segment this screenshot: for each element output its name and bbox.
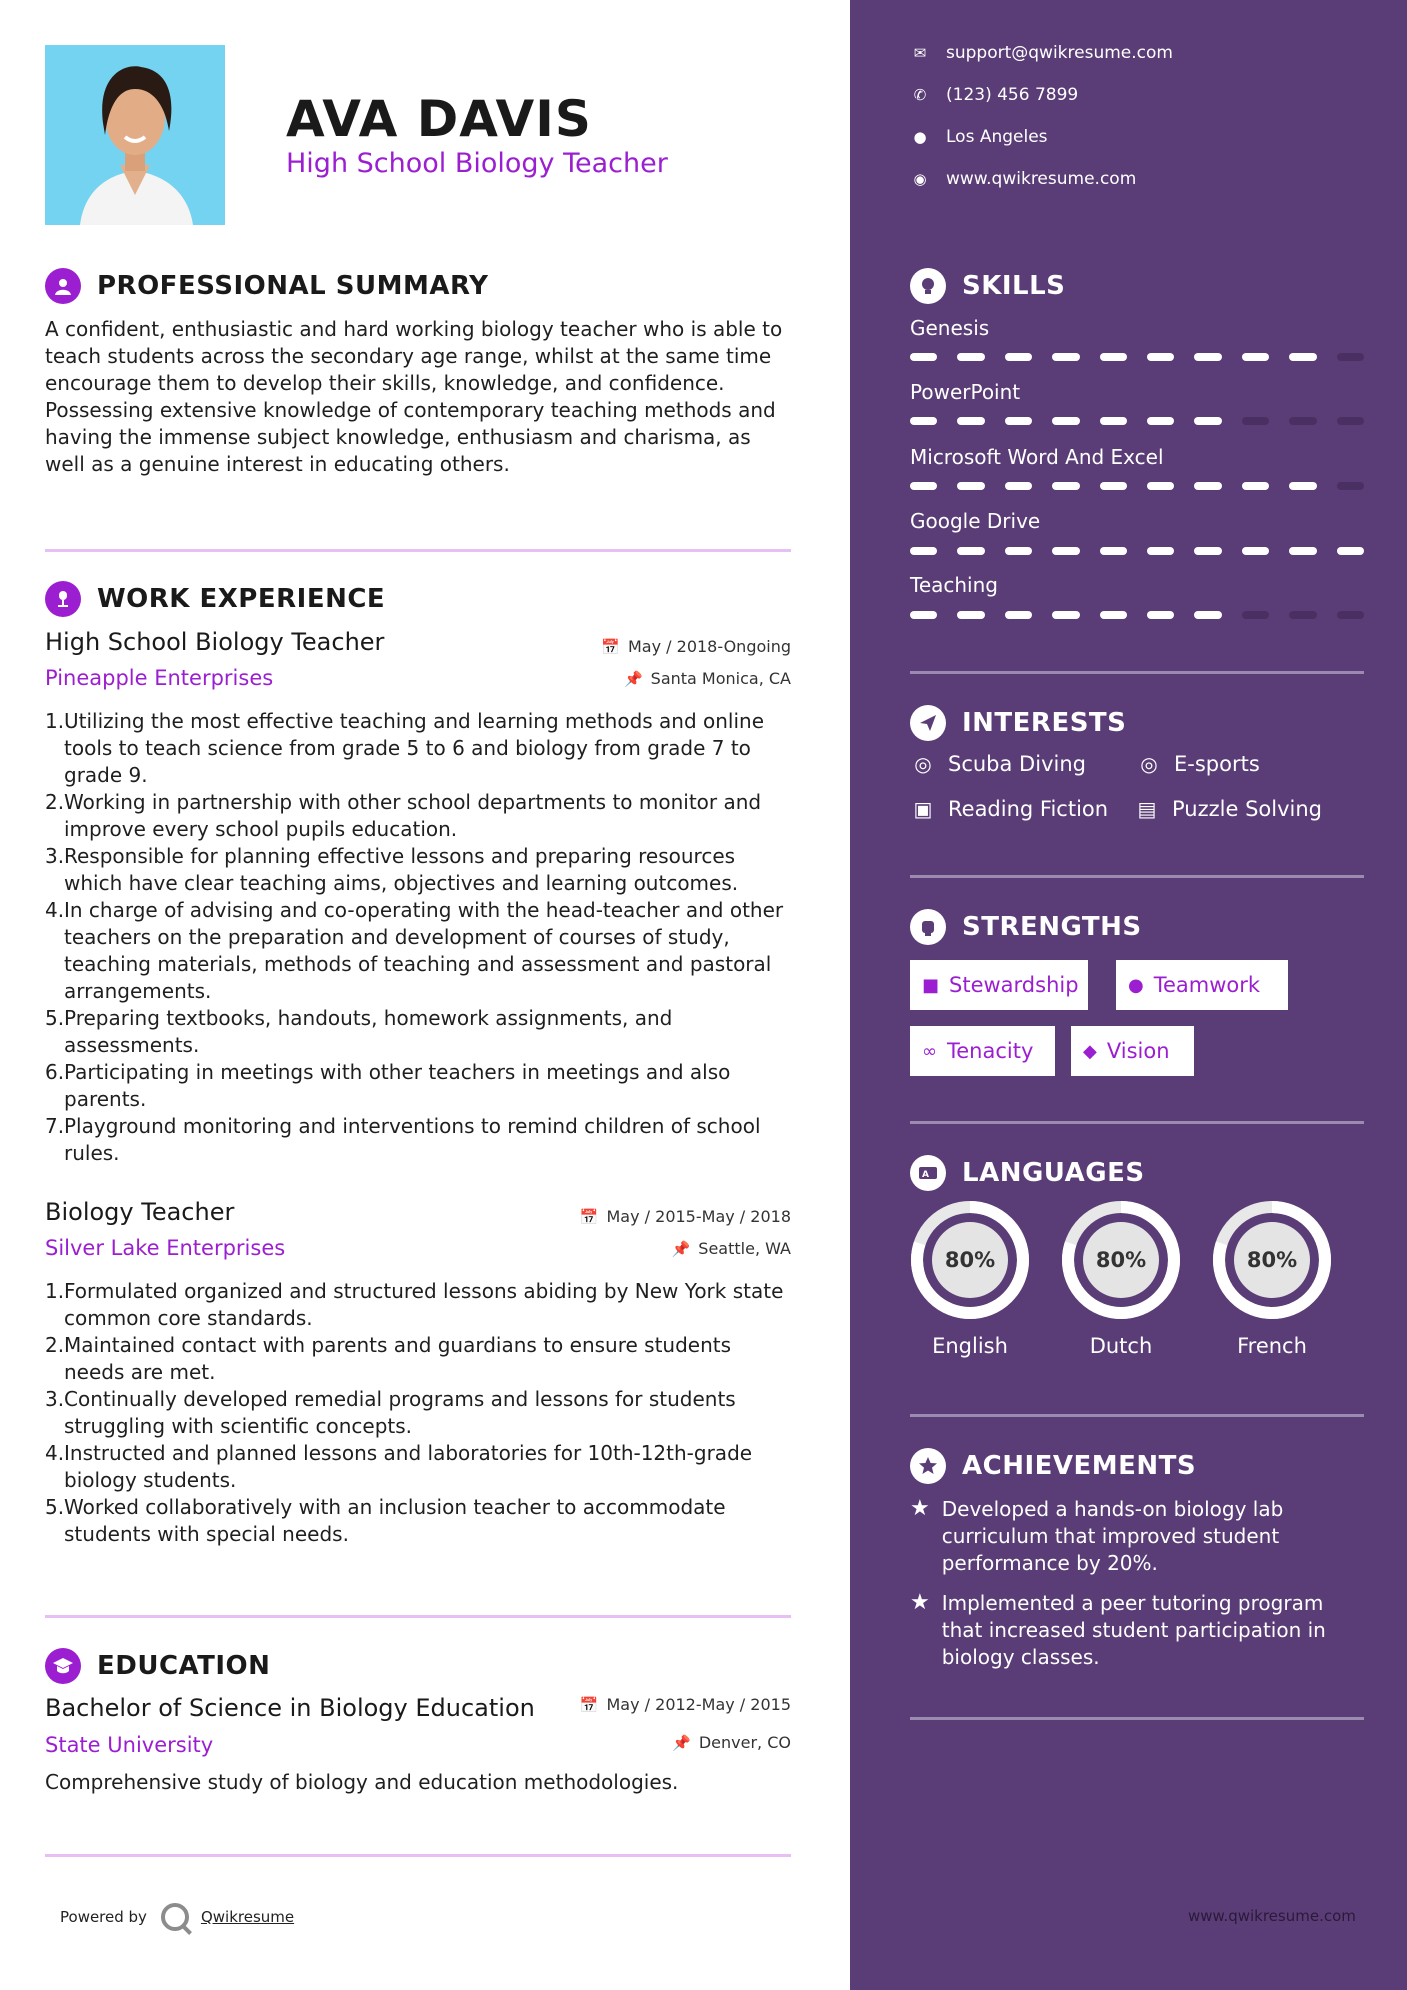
- podium-icon: [45, 581, 81, 617]
- briefcase-icon: ■: [922, 974, 940, 996]
- interest-label: Puzzle Solving: [1172, 797, 1322, 821]
- achievement-item: [910, 1590, 1370, 1671]
- language-name: English: [932, 1334, 1008, 1358]
- gauge-percent: 80%: [1095, 1248, 1147, 1272]
- skill-dash-filled: [1052, 353, 1079, 361]
- lifebuoy-icon: ◎: [914, 752, 932, 776]
- interest-item: [1134, 797, 1322, 821]
- skill-dash-empty: [1289, 611, 1316, 619]
- list-item: 5. Preparing textbooks, handouts, homework assignments, and assessments.: [45, 1006, 673, 1057]
- skill-dash-filled: [957, 417, 984, 425]
- map-marker-icon: ●: [913, 128, 927, 146]
- list-item: 7. Playground monitoring and interventions to remind children of school rules.: [45, 1114, 761, 1165]
- skill-name: Teaching: [910, 573, 998, 597]
- education-location-text: Denver, CO: [698, 1733, 791, 1752]
- job-location-text: Seattle, WA: [698, 1239, 791, 1258]
- languages-title: LANGUAGES: [962, 1158, 1145, 1188]
- pin-icon: 📌: [672, 1733, 691, 1752]
- education-description: Comprehensive study of biology and education methodologies.: [45, 1770, 679, 1794]
- skill-dash-filled: [1194, 417, 1221, 425]
- candidate-name: AVA DAVIS: [286, 90, 592, 148]
- skills-title: SKILLS: [962, 271, 1066, 301]
- skill-dash-filled: [1147, 547, 1174, 555]
- skill-bar: [910, 611, 1364, 619]
- interest-item: [910, 797, 1108, 821]
- achievement-text: Developed a hands-on biology lab curriculum that improved student performance by 20%.: [941, 1497, 1284, 1575]
- contact-location: [910, 127, 1048, 147]
- language-gauge: [910, 1200, 1030, 1320]
- interest-item: [910, 752, 1086, 776]
- skill-dash-filled: [1242, 482, 1269, 490]
- sidebar-divider: [910, 1414, 1364, 1417]
- contact-email[interactable]: [910, 43, 1173, 63]
- strengths-heading: [910, 909, 1142, 945]
- skill-dash-filled: [910, 482, 937, 490]
- job-company: Silver Lake Enterprises: [45, 1236, 286, 1260]
- contact-location-text: Los Angeles: [946, 127, 1048, 147]
- sidebar-divider: [910, 671, 1364, 674]
- skill-name: Microsoft Word And Excel: [910, 445, 1164, 469]
- education-location: [672, 1733, 791, 1752]
- job-dates: [601, 637, 791, 656]
- qwikresume-link[interactable]: Qwikresume: [200, 1908, 295, 1926]
- candidate-title: High School Biology Teacher: [286, 148, 668, 179]
- envelope-icon: ✉: [913, 44, 927, 62]
- language-item: [1061, 1200, 1181, 1358]
- summary-text: A confident, enthusiastic and hard working biology teacher who is able to teach students across the secondary age range, whilst at the same time encourage them to develop their skills, knowledge, and confidence. Possessing extensive knowledge of contemporary teaching methods and having the immense subject knowledge, enthusiasm and charisma, as well as a genuine interest in educating others.: [45, 317, 783, 476]
- skill-dash-filled: [1005, 482, 1032, 490]
- skill-name: Genesis: [910, 316, 990, 340]
- list-item: 5. Worked collaboratively with an inclusion teacher to accommodate students with special needs.: [45, 1495, 726, 1546]
- skill-dash-filled: [1052, 611, 1079, 619]
- skill-dash-filled: [1242, 547, 1269, 555]
- skill-dash-filled: [1242, 353, 1269, 361]
- graduation-icon: [45, 1648, 81, 1684]
- language-name: Dutch: [1089, 1334, 1153, 1358]
- skill-dash-filled: [1194, 547, 1221, 555]
- qwikresume-logo-icon: [161, 1903, 189, 1931]
- powered-by-text: Powered by: [60, 1908, 147, 1926]
- strength-label: Stewardship: [949, 973, 1079, 997]
- skill-dash-filled: [1289, 353, 1316, 361]
- sidebar-divider: [910, 875, 1364, 878]
- section-divider: [45, 1615, 791, 1618]
- skill-dash-filled: [910, 417, 937, 425]
- experience-title: WORK EXPERIENCE: [97, 584, 386, 614]
- education-dates-text: May / 2012-May / 2015: [606, 1695, 791, 1714]
- user-icon: [45, 268, 81, 304]
- skill-dash-filled: [910, 353, 937, 361]
- job-location: [672, 1239, 791, 1258]
- powered-by: [60, 1903, 294, 1931]
- language-gauge: [1061, 1200, 1181, 1320]
- skill-dash-filled: [957, 547, 984, 555]
- strength-label: Teamwork: [1153, 973, 1261, 997]
- skill-dash-filled: [1194, 482, 1221, 490]
- interest-item: [1136, 752, 1260, 776]
- skill-dash-filled: [1147, 417, 1174, 425]
- strength-label: Tenacity: [947, 1039, 1034, 1063]
- contact-website-text: www.qwikresume.com: [946, 169, 1137, 189]
- list-item: 4. In charge of advising and co-operating with the head-teacher and other teachers on the preparation and development of courses of study, teaching materials, methods of teaching and assessment and pastoral arrangements.: [45, 898, 784, 1003]
- gauge-percent: 80%: [944, 1248, 996, 1272]
- list-item: 2. Maintained contact with parents and guardians to ensure students needs are met.: [45, 1333, 732, 1384]
- skill-dash-filled: [1289, 482, 1316, 490]
- skill-dash-empty: [1289, 417, 1316, 425]
- list-item: 2. Working in partnership with other school departments to monitor and improve every school pupils education.: [45, 790, 762, 841]
- skill-dash-filled: [1289, 547, 1316, 555]
- star-badge-icon: [910, 1448, 946, 1484]
- skill-dash-filled: [1005, 547, 1032, 555]
- language-item: [1212, 1200, 1332, 1358]
- pin-icon: 📌: [623, 669, 643, 688]
- fist-icon: [910, 909, 946, 945]
- skill-dash-filled: [1147, 482, 1174, 490]
- lightbulb-icon: [910, 268, 946, 304]
- language-gauge: [1212, 1200, 1332, 1320]
- achievement-item: [910, 1496, 1370, 1577]
- skill-name: PowerPoint: [910, 380, 1021, 404]
- skill-dash-empty: [1337, 417, 1364, 425]
- calendar-icon: 📅: [601, 637, 620, 656]
- contact-website[interactable]: [910, 169, 1136, 189]
- degree-title: Bachelor of Science in Biology Education: [45, 1694, 535, 1722]
- binoculars-icon: ◆: [1083, 1040, 1097, 1062]
- section-divider: [45, 549, 791, 552]
- summary-heading: [45, 268, 488, 304]
- education-title: EDUCATION: [97, 1651, 271, 1681]
- job-location-text: Santa Monica, CA: [650, 669, 791, 688]
- job-title: High School Biology Teacher: [45, 628, 385, 656]
- job-location: [624, 669, 791, 688]
- skill-bar: [910, 547, 1364, 555]
- profile-photo: [45, 45, 225, 225]
- skill-dash-filled: [1100, 482, 1127, 490]
- language-name: French: [1237, 1334, 1307, 1358]
- job-dates: [580, 1207, 791, 1226]
- skill-dash-filled: [1005, 353, 1032, 361]
- skill-dash-filled: [1005, 611, 1032, 619]
- job-dates-text: May / 2018-Ongoing: [628, 637, 791, 656]
- skill-dash-empty: [1337, 482, 1364, 490]
- book-icon: ▤: [1137, 797, 1157, 821]
- interests-title: INTERESTS: [962, 708, 1127, 738]
- achievements-heading: [910, 1448, 1196, 1484]
- pin-icon: 📌: [671, 1239, 691, 1258]
- strengths-title: STRENGTHS: [962, 912, 1142, 942]
- languages-heading: [910, 1155, 1145, 1191]
- lifebuoy-icon: ◎: [1140, 752, 1158, 776]
- job-company: Pineapple Enterprises: [45, 666, 274, 690]
- language-item: [910, 1200, 1030, 1358]
- contact-email-text: support@qwikresume.com: [946, 43, 1173, 63]
- interests-heading: [910, 705, 1126, 741]
- contact-phone[interactable]: [910, 85, 1078, 105]
- school-name: State University: [45, 1733, 214, 1757]
- achievement-text: Implemented a peer tutoring program that increased student participation in biology classes.: [941, 1591, 1326, 1669]
- list-item: 3. Continually developed remedial programs and lessons for students struggling with scientific concepts.: [45, 1387, 736, 1438]
- link-icon: ∞: [922, 1040, 937, 1062]
- experience-heading: [45, 581, 385, 617]
- list-item: 4. Instructed and planned lessons and laboratories for 10th-12th-grade biology students.: [45, 1441, 753, 1492]
- skill-dash-filled: [1147, 611, 1174, 619]
- gauge-percent: 80%: [1246, 1248, 1298, 1272]
- skill-dash-filled: [957, 611, 984, 619]
- skill-dash-empty: [1337, 611, 1364, 619]
- language-icon: [910, 1155, 946, 1191]
- achievements-title: ACHIEVEMENTS: [962, 1451, 1197, 1481]
- skill-dash-filled: [910, 611, 937, 619]
- skill-dash-filled: [1147, 353, 1174, 361]
- star-icon: ★: [910, 1496, 930, 1521]
- skill-dash-empty: [1242, 417, 1269, 425]
- list-item: 6. Participating in meetings with other teachers in meetings and also parents.: [45, 1060, 731, 1111]
- skill-dash-filled: [1337, 547, 1364, 555]
- skill-dash-filled: [1052, 417, 1079, 425]
- summary-title: PROFESSIONAL SUMMARY: [97, 271, 489, 301]
- star-icon: ★: [910, 1590, 930, 1615]
- skills-heading: [910, 268, 1065, 304]
- interest-label: Scuba Diving: [948, 752, 1086, 776]
- list-item: 1. Formulated organized and structured lessons abiding by New York state common core standards.: [45, 1279, 784, 1330]
- users-icon: ●: [1128, 974, 1144, 996]
- skill-bar: [910, 482, 1364, 490]
- strength-chip: [910, 1026, 1055, 1076]
- skill-dash-filled: [957, 353, 984, 361]
- job-bullets: [45, 708, 785, 1167]
- svg-text:A: A: [922, 1170, 929, 1180]
- sidebar-divider: [910, 1121, 1364, 1124]
- contact-phone-text: (123) 456 7899: [946, 85, 1079, 105]
- list-item: 3. Responsible for planning effective lessons and preparing resources which have clear teaching aims, objectives and learning outcomes.: [45, 844, 739, 895]
- gamepad-icon: ▣: [913, 797, 933, 821]
- skill-dash-filled: [1100, 611, 1127, 619]
- strength-chip: [1071, 1026, 1194, 1076]
- calendar-icon: 📅: [579, 1695, 599, 1714]
- skill-bar: [910, 353, 1364, 361]
- skill-dash-filled: [1052, 482, 1079, 490]
- skill-dash-filled: [1005, 417, 1032, 425]
- skill-name: Google Drive: [910, 509, 1041, 533]
- job-dates-text: May / 2015-May / 2018: [606, 1207, 791, 1226]
- list-item: 1. Utilizing the most effective teaching and learning methods and online tools to teach science from grade 5 to 6 and biology from grade 7 to grade 9.: [45, 709, 765, 787]
- strength-chip: [1116, 960, 1288, 1010]
- education-heading: [45, 1648, 270, 1684]
- skill-dash-filled: [1052, 547, 1079, 555]
- skill-dash-filled: [1194, 611, 1221, 619]
- skill-dash-filled: [1100, 417, 1127, 425]
- interest-label: Reading Fiction: [948, 797, 1109, 821]
- skill-dash-empty: [1337, 353, 1364, 361]
- skill-dash-filled: [957, 482, 984, 490]
- interest-label: E-sports: [1174, 752, 1260, 776]
- strength-label: Vision: [1106, 1039, 1170, 1063]
- skill-dash-filled: [1100, 353, 1127, 361]
- skill-dash-filled: [910, 547, 937, 555]
- paper-plane-icon: [910, 705, 946, 741]
- sidebar: [850, 0, 1407, 1990]
- phone-icon: ✆: [913, 86, 927, 104]
- calendar-icon: 📅: [579, 1207, 599, 1226]
- footer-website[interactable]: www.qwikresume.com: [1188, 1907, 1356, 1925]
- job-bullets: [45, 1278, 785, 1548]
- section-divider: [45, 1854, 791, 1857]
- education-dates: [580, 1695, 791, 1714]
- strength-chip: [910, 960, 1088, 1010]
- sidebar-divider: [910, 1717, 1364, 1720]
- skill-dash-filled: [1100, 547, 1127, 555]
- skill-bar: [910, 417, 1364, 425]
- job-title: Biology Teacher: [45, 1198, 235, 1226]
- skill-dash-filled: [1194, 353, 1221, 361]
- globe-icon: ◉: [913, 170, 927, 188]
- skill-dash-empty: [1242, 611, 1269, 619]
